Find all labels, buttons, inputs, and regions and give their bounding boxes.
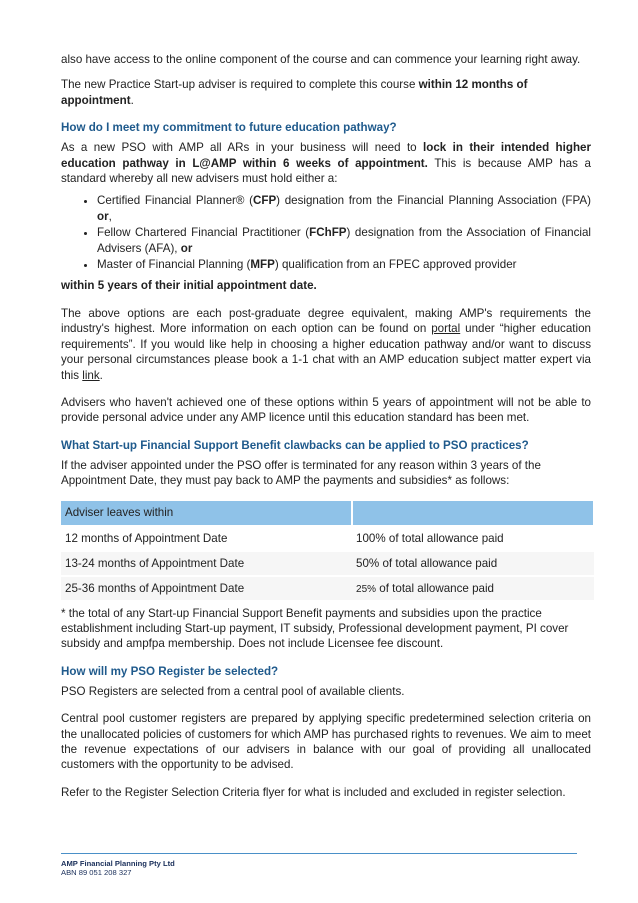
intro-continuation: also have access to the online component of the course and can commence your learning right away.: [61, 53, 581, 66]
options-paragraph: The above options are each post-graduate degree equivalent, making AMP's requirements the industry's highest. More information on each option can be found on portal under “higher education requirements”. If you would like help in choosing a higher education pathway and/or want to discuss your personal circumstances please book a 1-1 chat with an AMP education subject matter expert via this link.: [61, 306, 591, 382]
list-item: • Fellow Chartered Financial Practitioner (FChFP) designation from the Association of Financial Advisers (AFA), or: [97, 225, 591, 256]
requirement-deadline: within 12 months of appointment: [61, 78, 528, 107]
table-cell: 12 months of Appointment Date: [61, 526, 352, 551]
register-paragraph-1: PSO Registers are selected from a central pool of available clients.: [61, 684, 405, 698]
booking-link[interactable]: link: [82, 368, 100, 382]
table-header-cell: [352, 501, 594, 526]
section-heading-clawbacks: What Start-up Financial Support Benefit clawbacks can be applied to PSO practices?: [61, 438, 529, 452]
document-page: [61, 52, 591, 800]
register-paragraph-3: Refer to the Register Selection Criteria flyer for what is included and excluded in register selection.: [61, 785, 566, 799]
table-header-cell: Adviser leaves within: [61, 501, 352, 526]
qualification-list: [61, 193, 591, 272]
table-row: [61, 526, 594, 551]
register-paragraph-2: Central pool customer registers are prepared by applying specific predetermined selection criteria on the unallocated policies of customers for which AMP has purchased rights to revenues. We aim to meet the revenue expectations of our advisers in balance with our goal of providing all unallocated customers with the opportunity to be advised.: [61, 712, 591, 772]
clawback-paragraph: If the adviser appointed under the PSO offer is terminated for any reason within 3 years of the Appointment Date, they must pay back to AMP the payments and subsidies* as follows:: [61, 458, 541, 488]
table-cell: 50% of total allowance paid: [352, 551, 594, 576]
portal-link[interactable]: portal: [431, 322, 461, 336]
page-footer: [61, 853, 577, 877]
intro-requirement: The new Practice Start-up adviser is required to complete this course within 12 months of appointment.: [61, 78, 528, 107]
table-cell: 13-24 months of Appointment Date: [61, 551, 352, 576]
education-standard-paragraph: Advisers who haven't achieved one of these options within 5 years of appointment will not be able to provide personal advice under any AMP licence until this education standard has been met.: [61, 395, 591, 425]
table-cell: 100% of total allowance paid: [352, 526, 594, 551]
table-row: [61, 551, 594, 576]
education-paragraph: As a new PSO with AMP all ARs in your business will need to lock in their intended higher education pathway in L@AMP within 6 weeks of appointment. This is because AMP has a standard whereby all new advisers must hold either a:: [61, 141, 592, 186]
footer-company: AMP Financial Planning Pty Ltd: [61, 859, 175, 868]
clawback-table: [61, 501, 595, 600]
table-cell: 25-36 months of Appointment Date: [61, 576, 352, 600]
section-heading-register: How will my PSO Register be selected?: [61, 664, 279, 678]
clawback-footnote: * the total of any Start-up Financial Support Benefit payments and subsidies upon the practice establishment including Start-up payment, IT subsidy, Professional development payment, PI cover subsidy and ampfpa membership. Does not include Licensee fee discount.: [61, 606, 569, 651]
table-header-row: [61, 501, 594, 526]
list-item: • Certified Financial Planner® (CFP) designation from the Financial Planning Association (FPA) or,: [97, 193, 591, 224]
table-row: [61, 576, 594, 600]
section-heading-education: How do I meet my commitment to future education pathway?: [61, 121, 397, 135]
list-item: • Master of Financial Planning (MFP) qualification from an FPEC approved provider: [97, 257, 591, 272]
table-cell: 25% of total allowance paid: [352, 576, 594, 600]
deadline-statement: within 5 years of their initial appointment date.: [61, 279, 317, 293]
footer-abn: ABN 89 051 208 327: [61, 868, 132, 877]
